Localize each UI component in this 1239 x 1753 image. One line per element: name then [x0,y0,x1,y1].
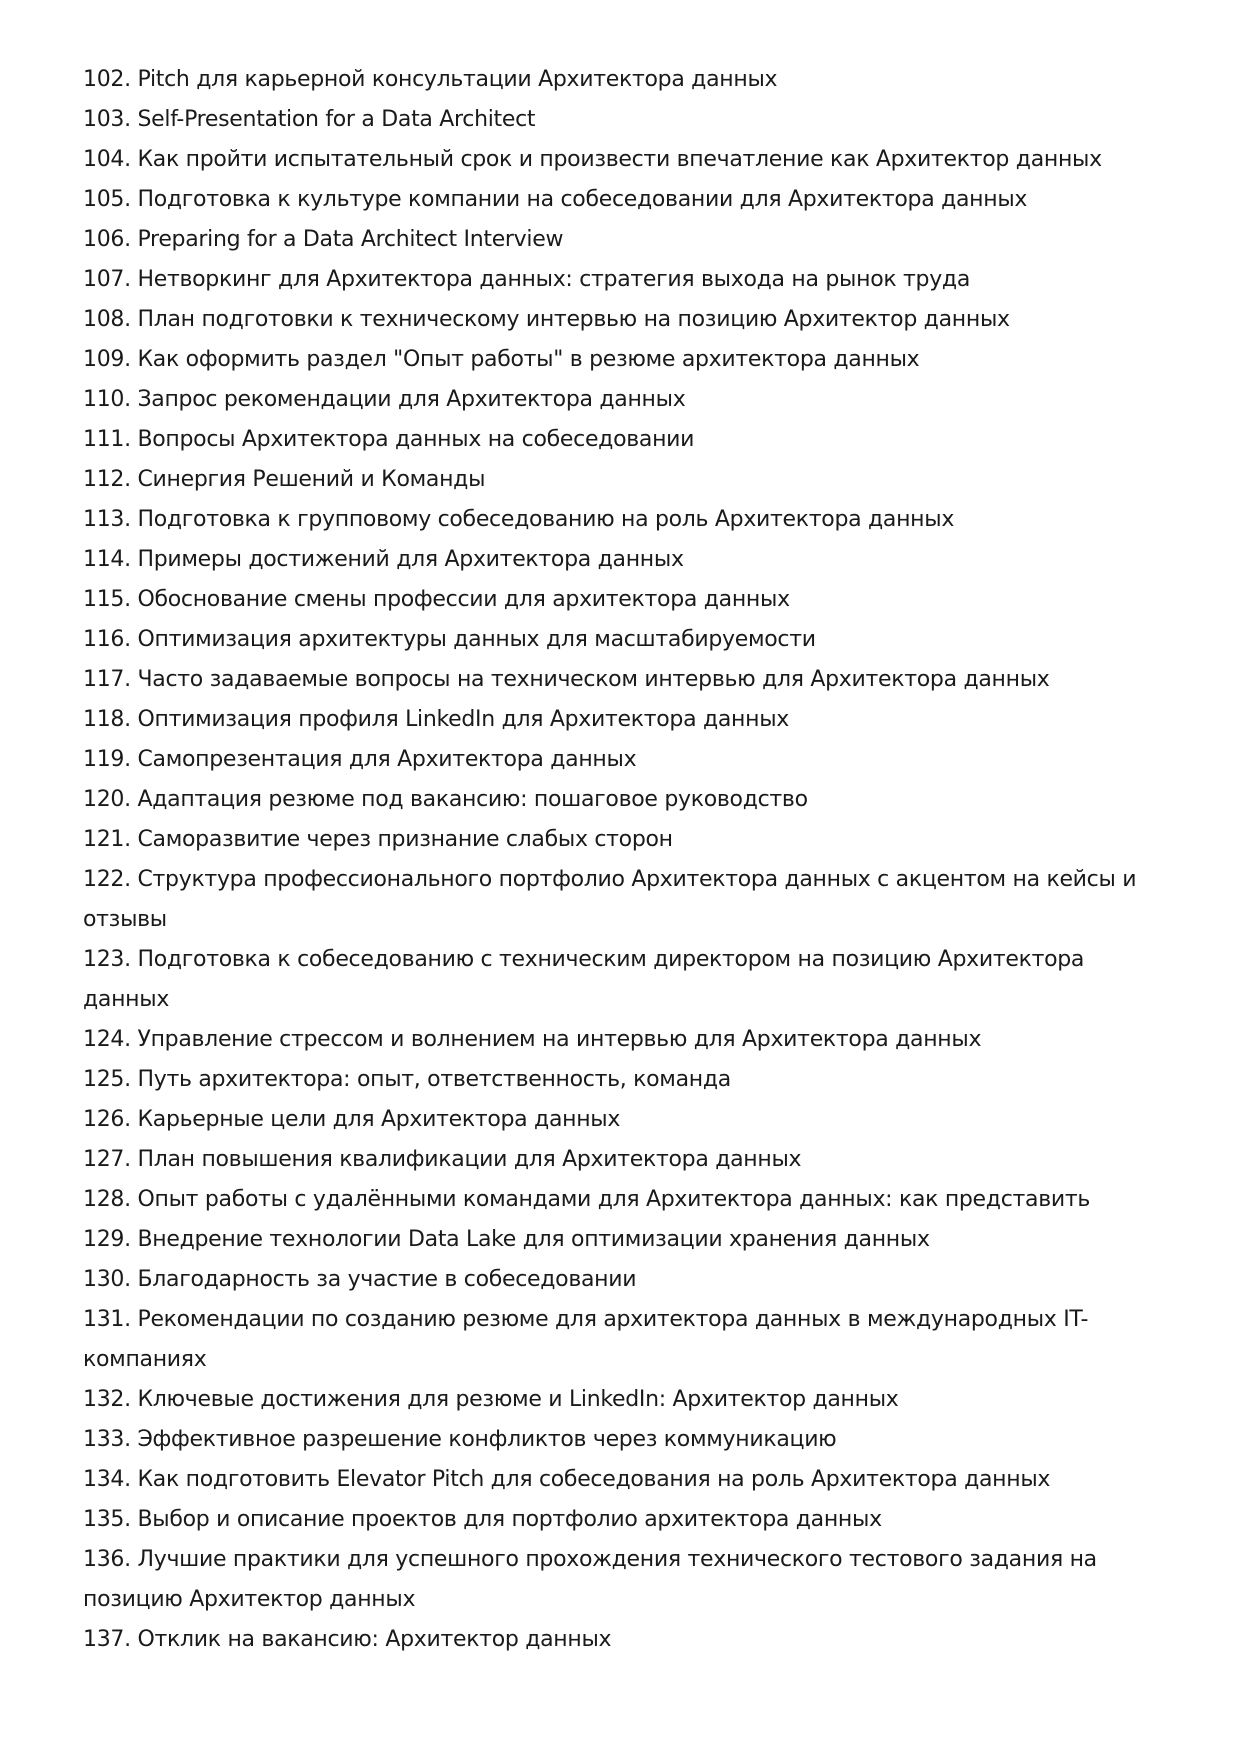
list-item: 132. Ключевые достижения для резюме и LinkedIn: Архитектор данных [83,1387,899,1412]
list-item: 102. Pitch для карьерной консультации Архитектора данных [83,67,778,92]
list-item: 109. Как оформить раздел "Опыт работы" в резюме архитектора данных [83,347,920,372]
list-item: 105. Подготовка к культуре компании на собеседовании для Архитектора данных [83,187,1028,212]
list-item: 107. Нетворкинг для Архитектора данных: стратегия выхода на рынок труда [83,267,971,292]
list-item: 110. Запрос рекомендации для Архитектора данных [83,387,686,412]
list-item: 115. Обоснование смены профессии для архитектора данных [83,587,790,612]
list-item: 119. Самопрезентация для Архитектора данных [83,747,637,772]
list-item: 108. План подготовки к техническому интервью на позицию Архитектор данных [83,307,1010,332]
topic-list [83,60,1163,1660]
list-item: 121. Саморазвитие через признание слабых сторон [83,827,673,852]
list-item: 129. Внедрение технологии Data Lake для оптимизации хранения данных [83,1227,930,1252]
list-item: 111. Вопросы Архитектора данных на собеседовании [83,427,695,452]
list-item: 131. Рекомендации по созданию резюме для архитектора данных в международных IT-компаниях [83,1307,1089,1372]
list-item: 112. Синергия Решений и Команды [83,467,486,492]
list-item: 135. Выбор и описание проектов для портфолио архитектора данных [83,1507,882,1532]
list-item: 120. Адаптация резюме под вакансию: пошаговое руководство [83,787,808,812]
list-item: 113. Подготовка к групповому собеседованию на роль Архитектора данных [83,507,955,532]
list-item: 127. План повышения квалификации для Архитектора данных [83,1147,802,1172]
list-item: 134. Как подготовить Elevator Pitch для собеседования на роль Архитектора данных [83,1467,1051,1492]
list-item: 136. Лучшие практики для успешного прохождения технического тестового задания на позицию Архитектор данных [83,1547,1097,1612]
list-item: 118. Оптимизация профиля LinkedIn для Архитектора данных [83,707,789,732]
list-item: 133. Эффективное разрешение конфликтов через коммуникацию [83,1427,837,1452]
list-item: 122. Структура профессионального портфолио Архитектора данных с акцентом на кейсы и отзывы [83,867,1137,932]
list-item: 124. Управление стрессом и волнением на интервью для Архитектора данных [83,1027,982,1052]
list-item: 128. Опыт работы с удалёнными командами для Архитектора данных: как представить [83,1187,1091,1212]
list-item: 125. Путь архитектора: опыт, ответственность, команда [83,1067,731,1092]
list-item: 137. Отклик на вакансию: Архитектор данных [83,1627,612,1652]
list-item: 103. Self-Presentation for a Data Architect [83,107,536,132]
list-item: 117. Часто задаваемые вопросы на техническом интервью для Архитектора данных [83,667,1050,692]
list-item: 116. Оптимизация архитектуры данных для масштабируемости [83,627,816,652]
list-item: 106. Preparing for a Data Architect Interview [83,227,564,252]
list-item: 130. Благодарность за участие в собеседовании [83,1267,637,1292]
list-item: 114. Примеры достижений для Архитектора данных [83,547,684,572]
list-item: 104. Как пройти испытательный срок и произвести впечатление как Архитектор данных [83,147,1102,172]
list-item: 126. Карьерные цели для Архитектора данных [83,1107,621,1132]
list-item: 123. Подготовка к собеседованию с техническим директором на позицию Архитектора данных [83,947,1085,1012]
